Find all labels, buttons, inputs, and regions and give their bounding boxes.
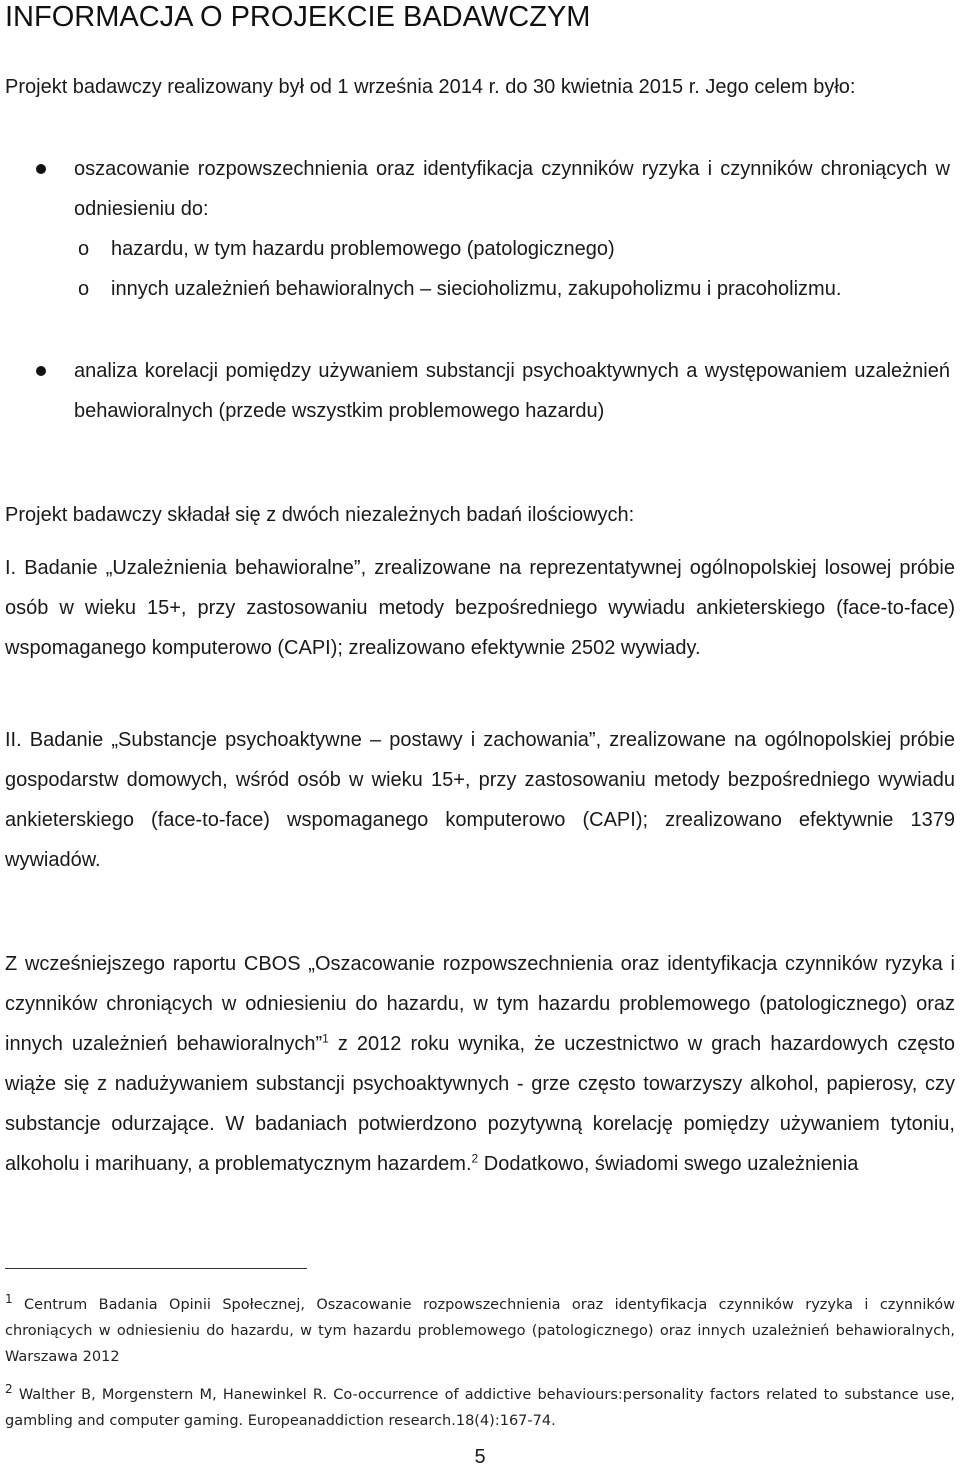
footnote-ref-1: 1 xyxy=(322,1031,329,1046)
body-text-part-3: Dodatkowo, świadomi swego uzależnienia xyxy=(478,1153,859,1175)
sub-bullet-item-2: innych uzależnień behawioralnych – siecioholizmu, zakupoholizmu i pracoholizmu. xyxy=(111,278,842,300)
footnote-number: 2 xyxy=(5,1382,13,1397)
body-text-part-2: z 2012 roku wynika, że uczestnictwo w grach hazardowych często wiąże się z nadużywaniem substancji psychoaktywnych - grze często towarzyszy alkohol, papierosy, czy substancje odurzające. W badaniach potwierdzono pozytywną korelację pomiędzy używaniem tytoniu, alkoholu i marihuany, a problematycznym hazardem. xyxy=(5,1033,956,1175)
footnote-separator xyxy=(5,1268,307,1269)
sub-bullet-marker: o xyxy=(78,278,90,300)
intro-paragraph: Projekt badawczy realizowany był od 1 września 2014 r. do 30 kwietnia 2015 r. Jego celem było: xyxy=(5,76,856,98)
footnote-text: Walther B, Morgenstern M, Hanewinkel R. Co-occurrence of addictive behaviours:personality factors related to substance use, gambling and computer gaming. Europeanaddiction research.18(4):167-74. xyxy=(5,1387,955,1429)
page-title: INFORMACJA O PROJEKCIE BADAWCZYM xyxy=(5,1,591,33)
bullet-item-1: oszacowanie rozpowszechnienia oraz identyfikacja czynników ryzyka i czynników chroniących w odniesieniu do: xyxy=(74,158,950,220)
footnote-2 xyxy=(5,1382,955,1434)
footnote-ref-2: 2 xyxy=(471,1151,479,1166)
study-2-paragraph: II. Badanie „Substancje psychoaktywne – postawy i zachowania”, zrealizowane na ogólnopolskiej próbie gospodarstw domowych, wśród osób w wieku 15+, przy zastosowaniu metody bezpośredniego wywiadu ankieterskiego (face-to-face) wspomaganego komputerowo (CAPI); zrealizowano efektywnie 1379 wywiadów. xyxy=(5,729,955,871)
body-paragraph xyxy=(5,944,955,1184)
page-number: 5 xyxy=(474,1446,486,1468)
bullet-item-2: analiza korelacji pomiędzy używaniem substancji psychoaktywnych a występowaniem uzależnień behawioralnych (przede wszystkim problemowego hazardu) xyxy=(74,360,950,422)
bullet-marker xyxy=(36,164,46,174)
composition-paragraph: Projekt badawczy składał się z dwóch niezależnych badań ilościowych: xyxy=(5,504,635,526)
footnote-1 xyxy=(5,1292,955,1370)
footnote-number: 1 xyxy=(5,1292,13,1307)
study-1-paragraph: I. Badanie „Uzależnienia behawioralne”, zrealizowane na reprezentatywnej ogólnopolskiej losowej próbie osób w wieku 15+, przy zastosowaniu metody bezpośredniego wywiadu ankieterskiego (face-to-face) wspomaganego komputerowo (CAPI); zrealizowano efektywnie 2502 wywiady. xyxy=(5,557,955,659)
sub-bullet-marker: o xyxy=(78,238,90,260)
footnote-text: Centrum Badania Opinii Społecznej, Oszacowanie rozpowszechnienia oraz identyfikacja czynników ryzyka i czynników chroniących w odniesieniu do hazardu, w tym hazardu problemowego (patologicznego) oraz innych uzależnień behawioralnych, Warszawa 2012 xyxy=(5,1297,955,1365)
body-text-part-1: Z wcześniejszego raportu CBOS „Oszacowanie rozpowszechnienia oraz identyfikacja czynników ryzyka i czynników chroniących w odniesieniu do hazardu, w tym hazardu problemowego (patologicznego) oraz innych uzależnień behawioralnych” xyxy=(5,953,955,1055)
sub-bullet-item-1: hazardu, w tym hazardu problemowego (patologicznego) xyxy=(111,238,615,260)
bullet-marker xyxy=(36,366,46,376)
